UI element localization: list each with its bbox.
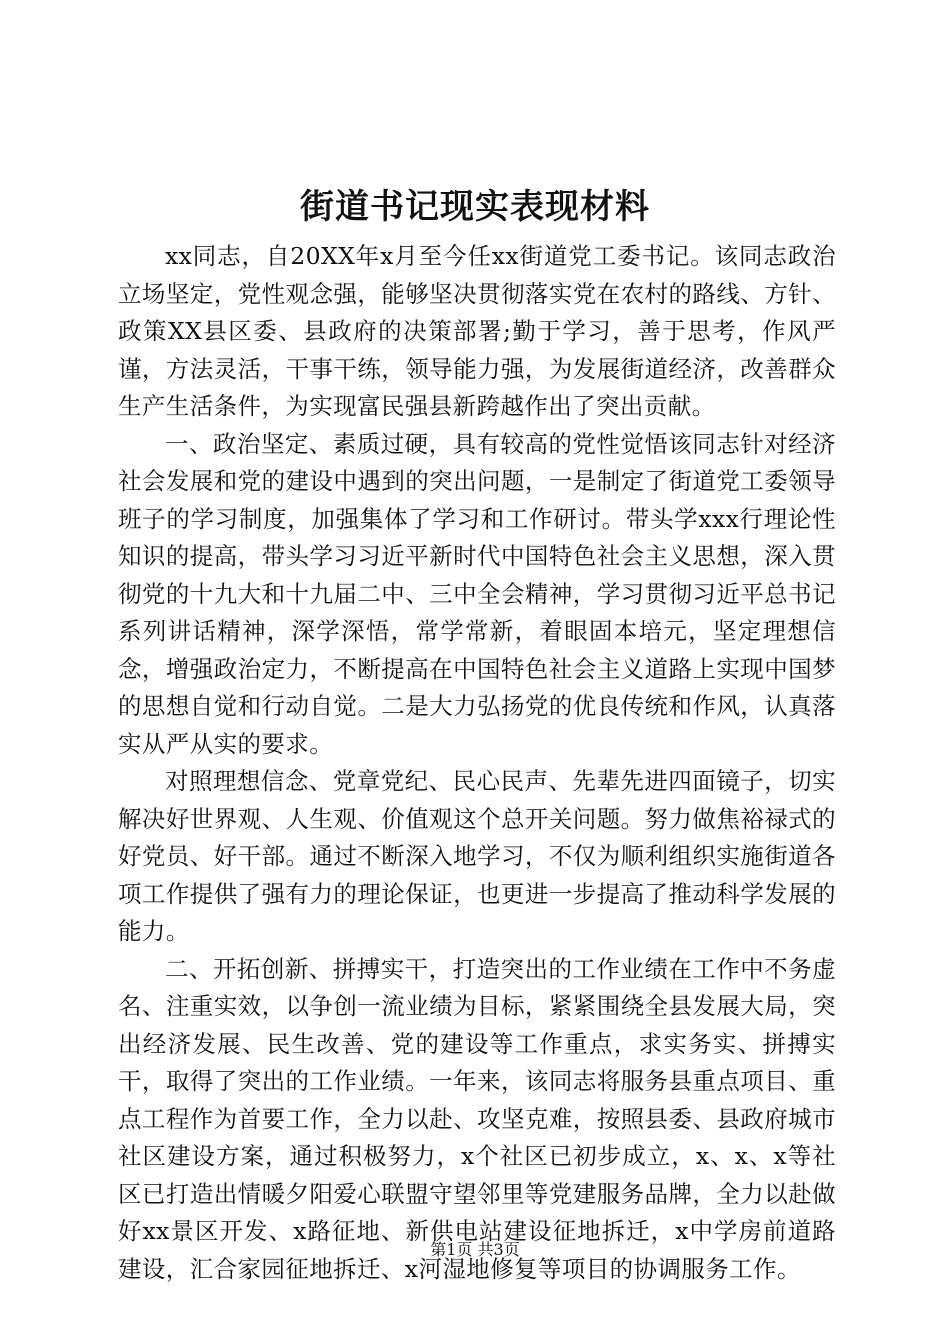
document-title: 街道书记现实表现材料 bbox=[300, 187, 650, 227]
paragraph-political: 一、政治坚定、素质过硬，具有较高的党性觉悟该同志针对经济社会发展和党的建设中遇到的突出问题，一是制定了街道党工委领导班子的学习制度，加强集体了学习和工作研讨。带头学xxx行理论性知识的提高，带头学习习近平新时代中国特色社会主义思想，深入贯彻党的十九大和十九届二中、三中全会精神，学习贯彻习近平总书记系列讲话精神，深学深悟，常学常新，着眼固本培元，坚定理想信念，增强政治定力，不断提高在中国特色社会主义道路上实现中国梦的思想自觉和行动自觉。二是大力弘扬党的优良传统和作风，认真落实从严从实的要求。 bbox=[118, 429, 836, 758]
page-number: 第1页 共3页 bbox=[430, 1240, 520, 1259]
document-body bbox=[118, 238, 836, 1288]
paragraph-intro: xx同志，自20XX年x月至今任xx街道党工委书记。该同志政治立场坚定，党性观念强，能够坚决贯彻落实党在农村的路线、方针、政策XX县区委、县政府的决策部署;勤于学习，善于思考，作风严谨，方法灵活，干事干练，领导能力强，为发展街道经济，改善群众生产生活条件，为实现富民强县新跨越作出了突出贡献。 bbox=[118, 242, 836, 420]
paragraph-achievements: 二、开拓创新、拼搏实干，打造突出的工作业绩在工作中不务虚名、注重实效，以争创一流业绩为目标，紧紧围绕全县发展大局，突出经济发展、民生改善、党的建设等工作重点，求实务实、拼搏实干，取得了突出的工作业绩。一年来，该同志将服务县重点项目、重点工程作为首要工作，全力以赴、攻坚克难，按照县委、县政府城市社区建设方案，通过积极努力，x个社区已初步成立，x、x、x等社区已打造出情暖夕阳爱心联盟守望邻里等党建服务品牌，全力以赴做好xx景区开发、x路征地、新供电站建设征地拆迁，x中学房前道路建设，汇合家园征地拆迁、x河湿地修复等项目的协调服务工作。 bbox=[118, 954, 836, 1283]
paragraph-mirrors: 对照理想信念、党章党纪、民心民声、先辈先进四面镜子，切实解决好世界观、人生观、价值观这个总开关问题。努力做焦裕禄式的好党员、好干部。通过不断深入地学习，不仅为顺利组织实施街道各项工作提供了强有力的理论保证，也更进一步提高了推动科学发展的能力。 bbox=[118, 767, 836, 945]
